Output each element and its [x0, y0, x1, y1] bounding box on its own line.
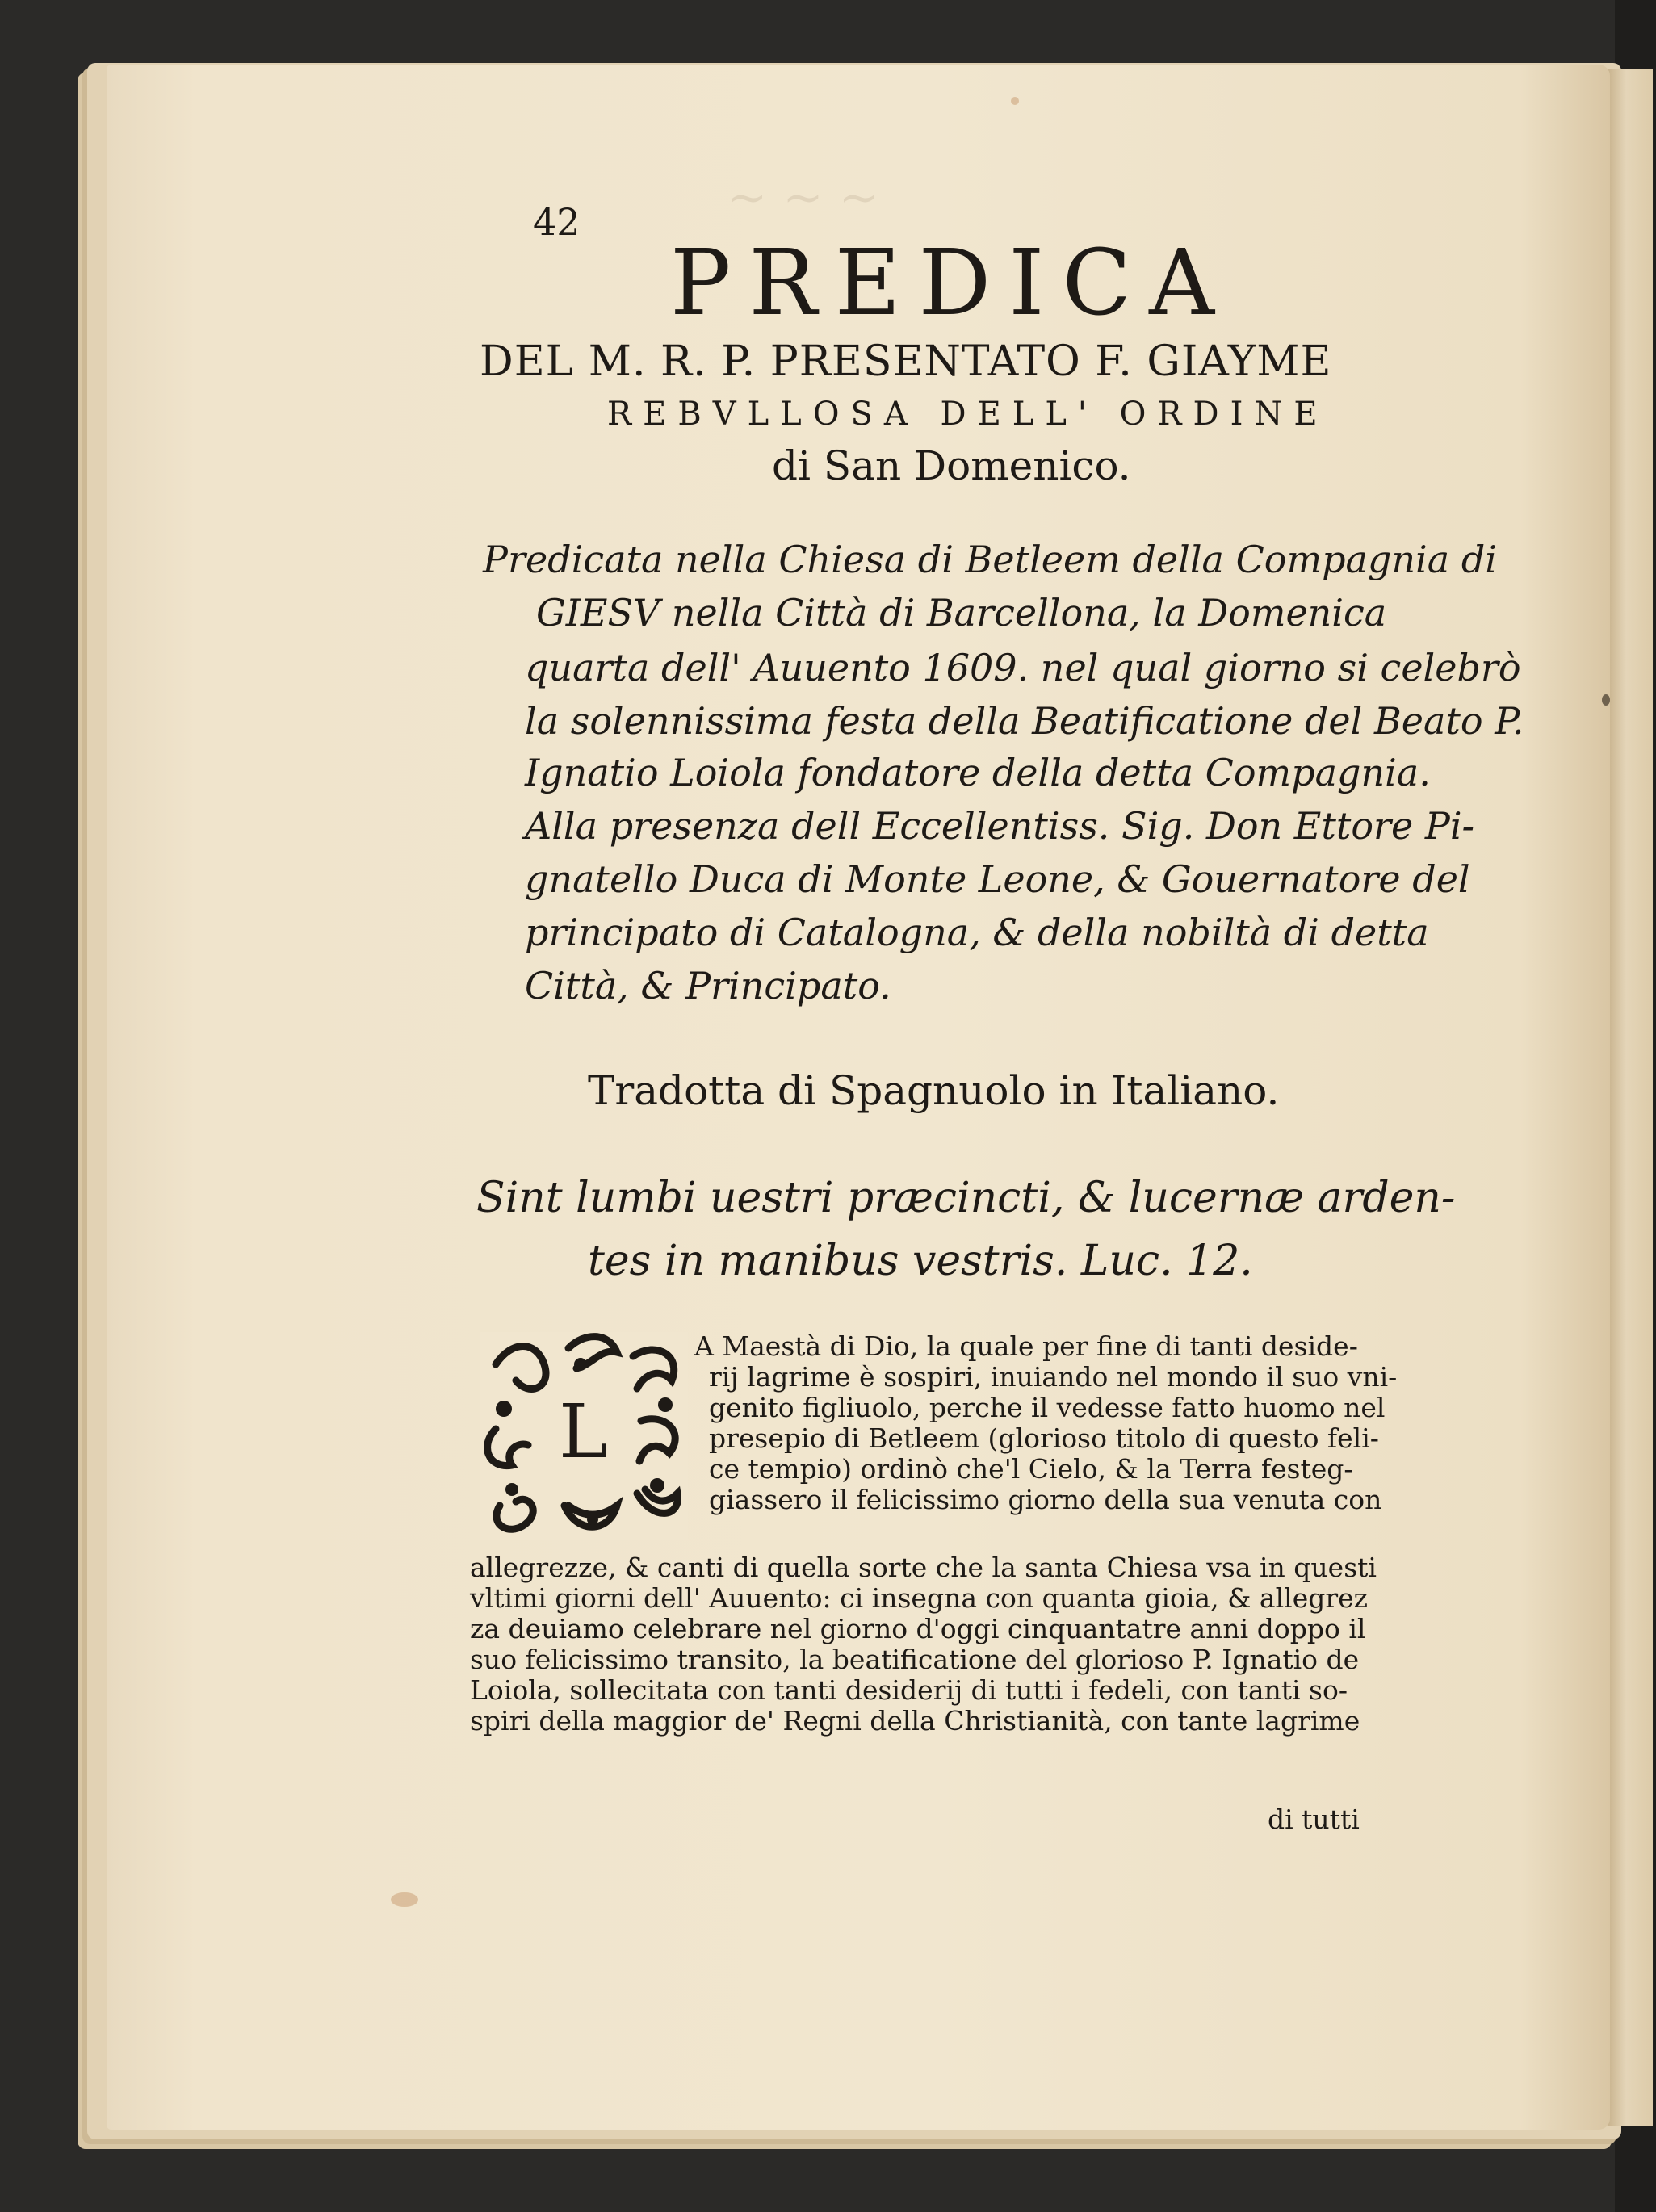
page-title: PREDICA — [670, 231, 1233, 336]
caption-line: gnatello Duca di Monte Leone, & Gouernatore del — [525, 857, 1470, 901]
body-text-line: za deuiamo celebrare nel giorno d'oggi cinquantatre anni doppo il — [470, 1613, 1366, 1644]
stain-mark — [1602, 694, 1610, 706]
body-text-line: spiri della maggior de' Regni della Christianità, con tante lagrime — [470, 1705, 1360, 1737]
bleed-through-text: ~ ~ ~ — [727, 170, 879, 226]
body-text-line: A Maestà di Dio, la quale per fine di tanti deside- — [694, 1330, 1358, 1362]
body-text-line: giassero il felicissimo giorno della sua venuta con — [709, 1484, 1382, 1515]
author-line: DEL M. R. P. PRESENTATO F. GIAYME — [480, 337, 1332, 386]
body-text-line: suo felicissimo transito, la beatificatione del glorioso P. Ignatio de — [470, 1644, 1360, 1675]
body-text-line: ce tempio) ordinò che'l Cielo, & la Terra festeg- — [709, 1453, 1353, 1485]
caption-line: principato di Catalogna, & della nobiltà di detta — [525, 911, 1429, 954]
initial-letter: L — [559, 1389, 609, 1475]
page-number: 42 — [533, 200, 581, 244]
scripture-line: Sint lumbi uestri præcincti, & lucernæ arden- — [476, 1174, 1456, 1222]
caption-line: quarta dell' Auuento 1609. nel qual giorno si celebrò — [525, 646, 1521, 689]
catchword: di tutti — [1268, 1804, 1360, 1835]
body-text-line: presepio di Betleem (glorioso titolo di questo feli- — [709, 1422, 1379, 1454]
order-line: di San Domenico. — [772, 442, 1131, 489]
body-text-line: genito figliuolo, perche il vedesse fatto huomo nel — [709, 1392, 1386, 1423]
caption-line: la solennissima festa della Beatificatione del Beato P. — [525, 699, 1524, 743]
caption-line: GIESV nella Città di Barcellona, la Domenica — [536, 591, 1387, 635]
decorated-initial — [480, 1332, 688, 1540]
body-text-line: rij lagrime è sospiri, inuiando nel mondo il suo vni- — [709, 1361, 1398, 1393]
caption-line: Alla presenza dell Eccellentiss. Sig. Don Ettore Pi- — [525, 804, 1475, 848]
body-text-line: allegrezze, & canti di quella sorte che la santa Chiesa vsa in questi — [470, 1552, 1377, 1583]
scripture-line: tes in manibus vestris. Luc. 12. — [588, 1237, 1253, 1285]
caption-line: Città, & Principato. — [525, 964, 891, 1008]
author-surname-line: REBVLLOSA DELL' ORDINE — [607, 396, 1329, 433]
caption-line: Predicata nella Chiesa di Betleem della Compagnia di — [483, 538, 1497, 581]
stain-mark — [391, 1892, 418, 1907]
body-text-line: vltimi giorni dell' Auuento: ci insegna con quanta gioia, & allegrez — [470, 1582, 1369, 1614]
caption-line: Ignatio Loiola fondatore della detta Compagnia. — [525, 751, 1431, 794]
facing-page-edge — [1608, 69, 1653, 2126]
translation-note: Tradotta di Spagnuolo in Italiano. — [588, 1067, 1280, 1114]
body-text-line: Loiola, sollecitata con tanti desiderij di tutti i fedeli, con tanti so- — [470, 1674, 1348, 1706]
stain-mark — [1011, 97, 1019, 105]
